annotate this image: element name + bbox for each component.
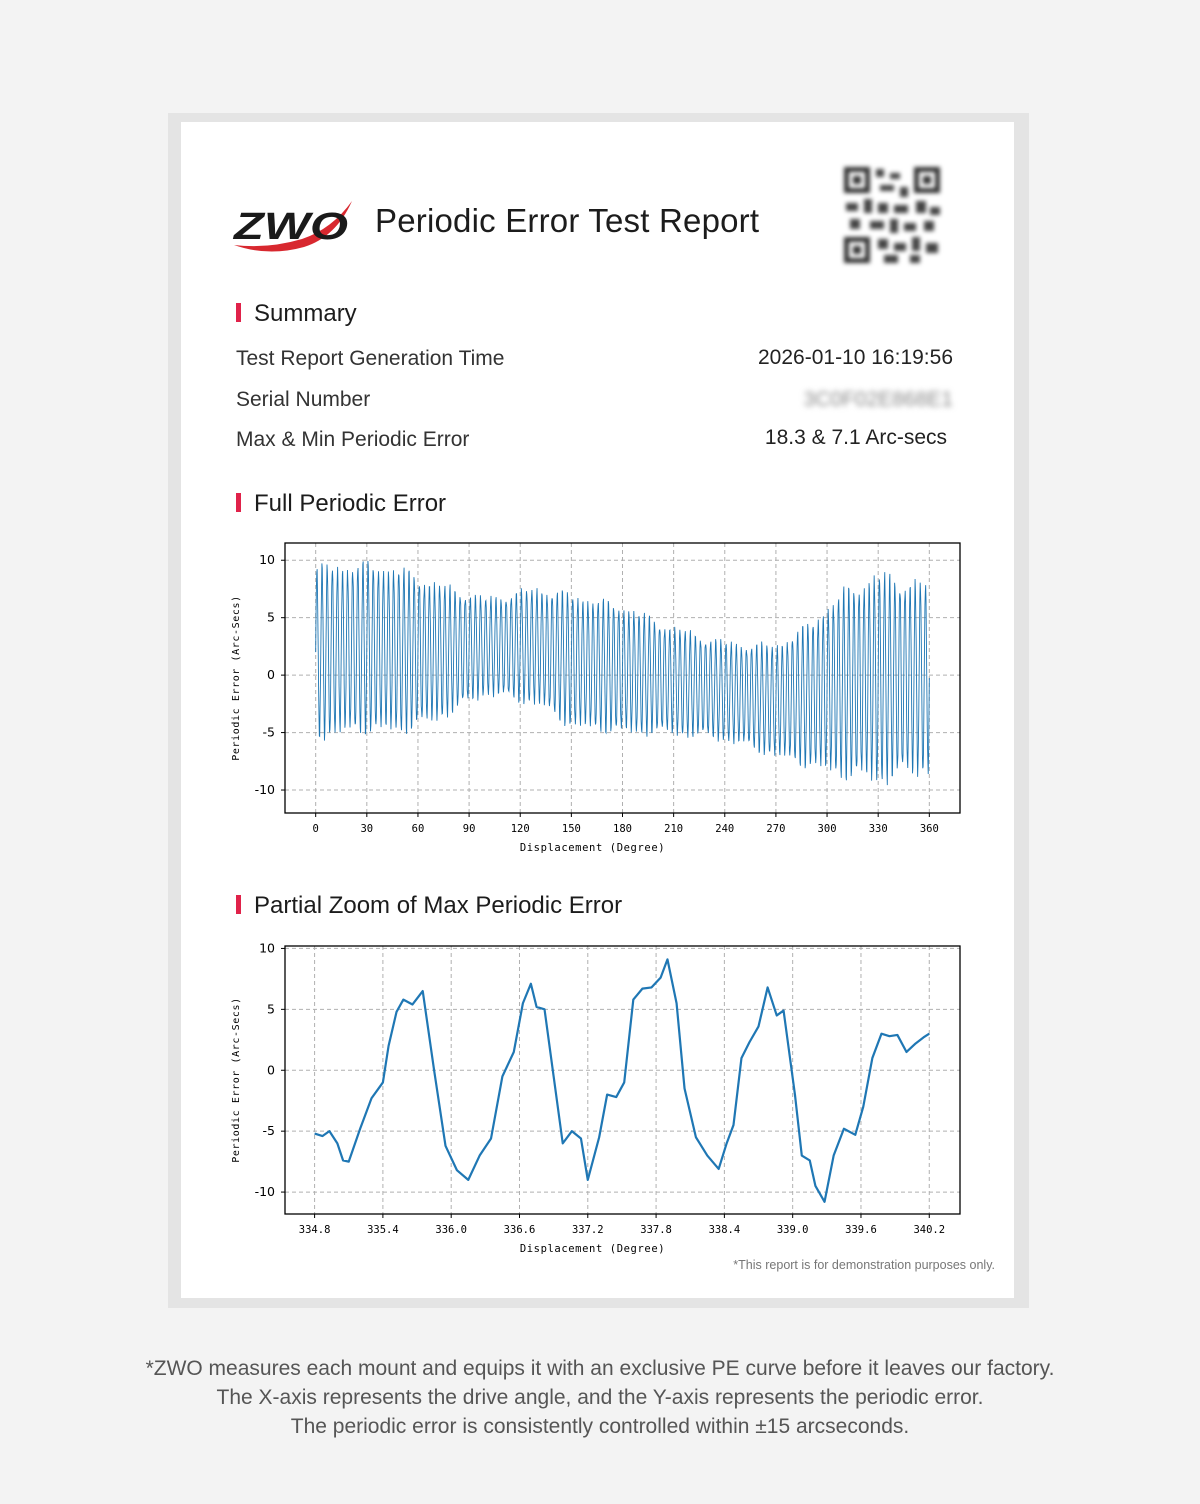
- x-tick-label: 336.6: [503, 1224, 536, 1236]
- caption-line-3: The periodic error is consistently controlled within ±15 arcseconds.: [290, 1415, 910, 1438]
- plot-frame: [285, 946, 960, 1214]
- zoom-error-heading: [236, 892, 622, 920]
- x-tick-label: 334.8: [298, 1224, 331, 1236]
- x-axis-label: Displacement (Degree): [519, 842, 666, 854]
- y-tick-label: -10: [254, 782, 275, 798]
- caption: [0, 1354, 1200, 1441]
- x-tick-label: 270: [766, 823, 786, 835]
- zoom-error-heading-text: Partial Zoom of Max Periodic Error: [254, 892, 623, 919]
- x-tick-label: 120: [510, 823, 530, 835]
- x-tick-label: 339.0: [776, 1224, 809, 1236]
- x-tick-label: 340.2: [913, 1224, 946, 1236]
- report-title: Periodic Error Test Report: [375, 202, 760, 239]
- section-marker: [236, 493, 241, 512]
- summary-heading-text: Summary: [254, 300, 357, 327]
- y-tick-label: -5: [262, 724, 275, 740]
- generation-time-value: 2026-01-10 16:19:56: [758, 346, 953, 369]
- x-tick-label: 30: [360, 823, 374, 835]
- x-tick-label: 338.4: [708, 1224, 741, 1236]
- full-error-heading-text: Full Periodic Error: [254, 490, 447, 517]
- x-tick-label: 210: [664, 823, 684, 835]
- y-tick-label: 0: [267, 667, 275, 683]
- x-tick-label: 0: [312, 823, 319, 835]
- generation-time-label: Test Report Generation Time: [236, 347, 505, 370]
- x-tick-label: 339.6: [845, 1224, 877, 1236]
- y-tick-label: 10: [259, 940, 275, 956]
- x-tick-label: 360: [919, 823, 939, 835]
- zwo-logo: [228, 193, 356, 257]
- y-tick-label: -5: [262, 1123, 275, 1139]
- x-tick-label: 90: [462, 823, 476, 835]
- section-marker: [236, 895, 241, 914]
- y-tick-label: -10: [254, 1184, 275, 1200]
- qr-code-icon: [840, 163, 944, 267]
- logo-text: ZWO: [232, 206, 348, 248]
- x-axis-label: Displacement (Degree): [519, 1243, 666, 1255]
- x-tick-label: 240: [715, 823, 735, 835]
- x-tick-label: 337.8: [640, 1224, 672, 1236]
- disclaimer: *This report is for demonstration purposes only.: [733, 1258, 995, 1272]
- periodic-error-value: 18.3 & 7.1 Arc-secs: [764, 426, 947, 449]
- section-marker: [236, 303, 241, 322]
- summary-heading: [236, 300, 357, 328]
- x-tick-label: 60: [411, 823, 425, 835]
- x-tick-label: 330: [868, 823, 888, 835]
- x-tick-label: 336.0: [435, 1224, 467, 1236]
- caption-line-1: *ZWO measures each mount and equips it with an exclusive PE curve before it leaves our factory.: [145, 1357, 1055, 1380]
- y-axis-label: Periodic Error (Arc-Secs): [231, 595, 242, 761]
- full-periodic-error-chart: [226, 535, 970, 860]
- pe-zoom-series-line: [315, 959, 930, 1201]
- x-tick-label: 180: [613, 823, 632, 835]
- full-error-heading: [236, 490, 446, 518]
- y-tick-label: 5: [267, 1001, 275, 1017]
- periodic-error-label: Max & Min Periodic Error: [236, 428, 470, 451]
- zoom-periodic-error-chart: [226, 938, 970, 1258]
- serial-number-value: 3C0F02E868E1: [803, 388, 953, 411]
- y-tick-label: 0: [267, 1062, 275, 1078]
- y-tick-label: 5: [267, 609, 275, 625]
- y-axis-label: Periodic Error (Arc-Secs): [231, 997, 242, 1163]
- y-tick-label: 10: [259, 552, 275, 568]
- x-tick-label: 337.2: [571, 1224, 604, 1236]
- x-tick-label: 300: [817, 823, 837, 835]
- x-tick-label: 335.4: [367, 1224, 399, 1236]
- caption-line-2: The X-axis represents the drive angle, and the Y-axis represents the periodic error.: [216, 1386, 984, 1409]
- serial-number-label: Serial Number: [236, 388, 371, 411]
- x-tick-label: 150: [561, 823, 581, 835]
